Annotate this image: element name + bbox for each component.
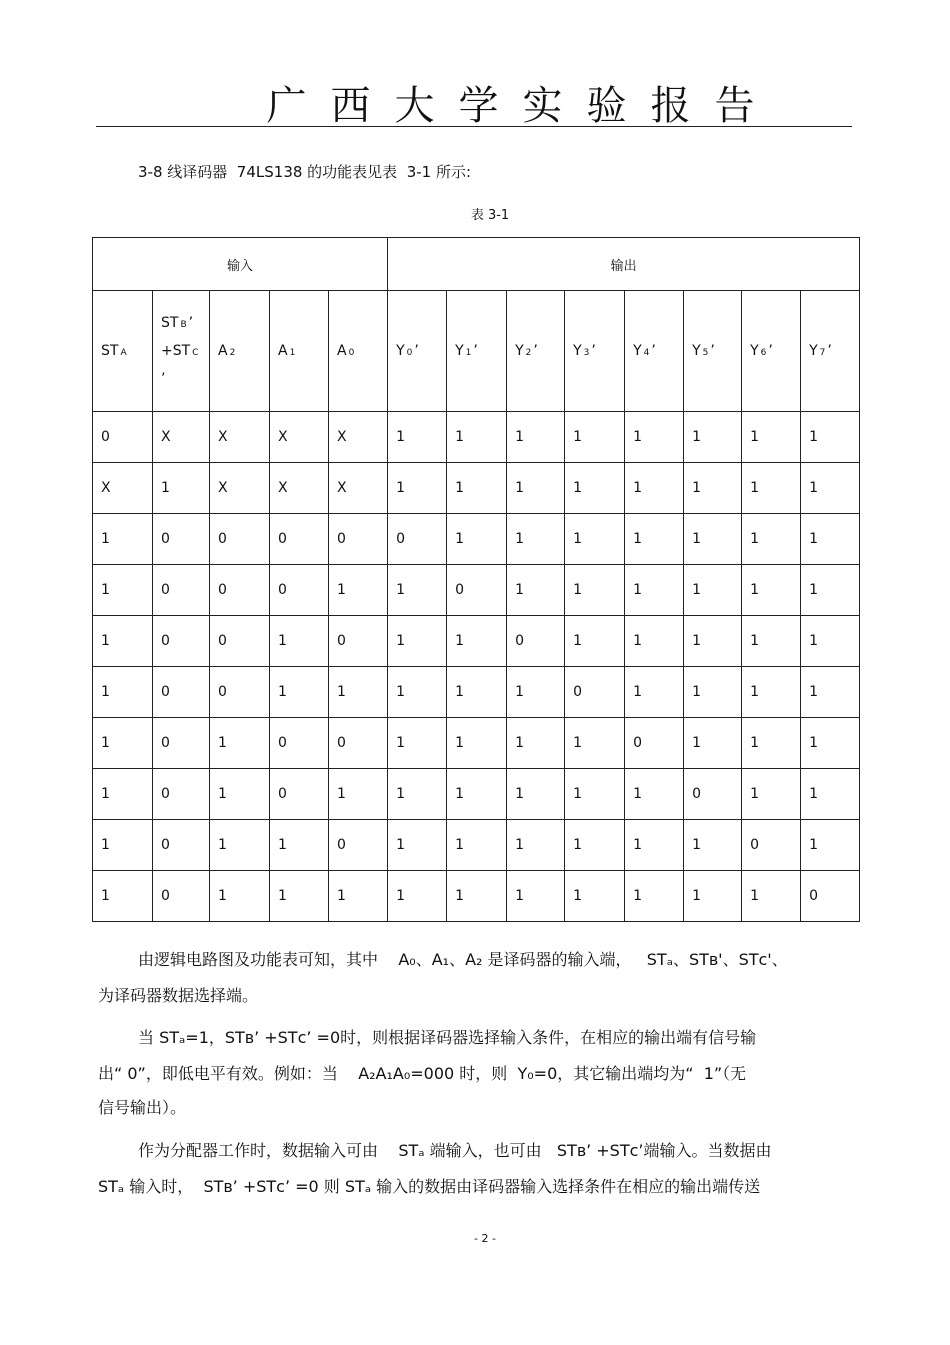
table-cell: 1 [801, 514, 860, 565]
table-cell: 1 [93, 616, 153, 667]
table-row [93, 820, 860, 871]
table-cell: 1 [93, 769, 153, 820]
table-cell: X [210, 463, 270, 514]
table-cell: 1 [507, 769, 565, 820]
table-cell: 0 [153, 718, 210, 769]
table-cell: 0 [329, 718, 388, 769]
page-title: 广西大学实验报告 [266, 83, 779, 129]
column-header-row [93, 291, 860, 412]
table-cell: 1 [801, 718, 860, 769]
table-cell: 1 [93, 871, 153, 922]
table-cell: 1 [742, 718, 801, 769]
paragraph-2-line-1: 当 STₐ=1，STʙ’ +STᴄ’ =0时，则根据译码器选择输入条件，在相应的输出端有信号输 [138, 1028, 757, 1047]
table-cell: 0 [210, 616, 270, 667]
table-cell: 1 [742, 616, 801, 667]
table-cell: 0 [210, 514, 270, 565]
table-cell: 1 [625, 871, 684, 922]
table-cell: 1 [801, 412, 860, 463]
header-a0: A 0 [329, 291, 388, 412]
table-cell: X [329, 412, 388, 463]
table-cell: 1 [388, 565, 447, 616]
table-row [93, 463, 860, 514]
table-cell: 1 [447, 616, 507, 667]
table-cell: 1 [625, 769, 684, 820]
table-cell: 1 [93, 820, 153, 871]
paragraph-2-line-3: 信号输出）。 [98, 1098, 187, 1117]
table-cell: 1 [801, 463, 860, 514]
table-cell: 1 [153, 463, 210, 514]
table-cell: 1 [210, 769, 270, 820]
table-cell: 0 [684, 769, 742, 820]
header-st-a: ST A [93, 291, 153, 412]
table-cell: 1 [270, 616, 329, 667]
table-cell: 1 [684, 514, 742, 565]
table-cell: 1 [329, 565, 388, 616]
table-cell: 1 [742, 565, 801, 616]
table-cell: 1 [565, 871, 625, 922]
table-row [93, 769, 860, 820]
table-cell: 0 [388, 514, 447, 565]
table-cell: 1 [507, 820, 565, 871]
table-cell: 0 [153, 769, 210, 820]
table-cell: 1 [742, 667, 801, 718]
table-cell: 0 [93, 412, 153, 463]
table-cell: 1 [565, 820, 625, 871]
table-cell: 1 [801, 565, 860, 616]
intro-text: 3-8 线译码器 74LS138 的功能表见表 3-1 所示: [138, 163, 472, 181]
table-cell: 1 [447, 463, 507, 514]
table-cell: 1 [684, 820, 742, 871]
table-cell: 1 [684, 718, 742, 769]
table-cell: 0 [447, 565, 507, 616]
table-cell: 1 [507, 667, 565, 718]
table-cell: 1 [801, 616, 860, 667]
table-cell: 1 [507, 565, 565, 616]
table-row [93, 514, 860, 565]
table-cell: 1 [625, 820, 684, 871]
table-row [93, 412, 860, 463]
table-cell: 0 [153, 667, 210, 718]
page-number: - 2 - [474, 1232, 496, 1245]
table-cell: X [210, 412, 270, 463]
table-cell: 1 [93, 667, 153, 718]
table-cell: 1 [388, 718, 447, 769]
table-cell: 0 [742, 820, 801, 871]
table-cell: 1 [388, 820, 447, 871]
table-cell: 1 [329, 871, 388, 922]
table-cell: 1 [93, 514, 153, 565]
table-cell: 1 [684, 667, 742, 718]
table-cell: 0 [801, 871, 860, 922]
table-cell: 0 [329, 820, 388, 871]
table-cell: 0 [507, 616, 565, 667]
table-row [93, 667, 860, 718]
table-cell: X [270, 463, 329, 514]
table-cell: 0 [210, 565, 270, 616]
table-cell: 1 [447, 718, 507, 769]
table-cell: 1 [270, 667, 329, 718]
table-cell: 1 [507, 463, 565, 514]
table-cell: 1 [742, 463, 801, 514]
table-cell: 1 [801, 820, 860, 871]
table-cell: 1 [801, 769, 860, 820]
paragraph-2-line-2: 出“ 0”，即低电平有效。例如：当 A₂A₁A₀=000 时，则 Y₀=0，其它输出端均为“ 1”（无 [98, 1064, 747, 1083]
table-cell: 1 [684, 565, 742, 616]
table-cell: 1 [210, 718, 270, 769]
table-cell: 1 [742, 871, 801, 922]
header-rule [96, 126, 852, 127]
table-cell: X [270, 412, 329, 463]
table-cell: 1 [565, 565, 625, 616]
table-cell: 1 [684, 871, 742, 922]
table-cell: 0 [153, 871, 210, 922]
table-row [93, 718, 860, 769]
header-a1: A 1 [270, 291, 329, 412]
table-cell: 1 [625, 565, 684, 616]
table-cell: 1 [565, 616, 625, 667]
table-row [93, 871, 860, 922]
table-cell: 1 [565, 769, 625, 820]
table-cell: 1 [388, 871, 447, 922]
table-cell: 1 [625, 463, 684, 514]
input-group-header: 输入 [93, 238, 388, 291]
table-cell: X [93, 463, 153, 514]
table-cell: 1 [684, 412, 742, 463]
table-cell: 0 [565, 667, 625, 718]
table-cell: 1 [93, 718, 153, 769]
table-cell: 1 [507, 871, 565, 922]
truth-table [92, 237, 860, 922]
table-cell: X [153, 412, 210, 463]
table-cell: 1 [388, 412, 447, 463]
header-a2: A 2 [210, 291, 270, 412]
table-cell: 1 [447, 769, 507, 820]
header-y5: Y 5 ’ [684, 291, 742, 412]
table-cell: 1 [388, 769, 447, 820]
table-cell: 1 [447, 667, 507, 718]
table-cell: 1 [625, 514, 684, 565]
table-cell: 1 [388, 616, 447, 667]
table-cell: 0 [625, 718, 684, 769]
table-cell: 1 [210, 820, 270, 871]
paragraph-1-line-2: 为译码器数据选择端。 [98, 986, 259, 1005]
table-cell: 1 [329, 667, 388, 718]
paragraph-1-line-1: 由逻辑电路图及功能表可知，其中 A₀、A₁、A₂ 是译码器的输入端， STₐ、STʙ'、STᴄ'、 [138, 950, 788, 969]
table-cell: 1 [388, 667, 447, 718]
table-cell: 1 [565, 412, 625, 463]
table-cell: 1 [93, 565, 153, 616]
table-cell: 0 [270, 514, 329, 565]
paragraph-3-line-2: STₐ 输入时， STʙ’ +STᴄ’ =0 则 STₐ 输入的数据由译码器输入选择条件在相应的输出端传送 [98, 1177, 761, 1196]
header-y1: Y 1 ’ [447, 291, 507, 412]
header-y3: Y 3 ’ [565, 291, 625, 412]
table-row [93, 616, 860, 667]
header-y2: Y 2 ’ [507, 291, 565, 412]
table-cell: 1 [447, 871, 507, 922]
table-cell: X [329, 463, 388, 514]
table-cell: 0 [153, 565, 210, 616]
table-cell: 1 [447, 820, 507, 871]
table-cell: 1 [507, 412, 565, 463]
table-cell: 1 [742, 412, 801, 463]
table-cell: 1 [801, 667, 860, 718]
table-caption: 表 3-1 [470, 208, 510, 223]
table-cell: 1 [565, 718, 625, 769]
truth-table-body [93, 412, 860, 922]
table-cell: 1 [329, 769, 388, 820]
table-cell: 0 [153, 820, 210, 871]
table-cell: 1 [742, 514, 801, 565]
table-cell: 1 [270, 820, 329, 871]
table-cell: 0 [153, 616, 210, 667]
table-cell: 1 [507, 718, 565, 769]
table-cell: 1 [684, 616, 742, 667]
header-y7: Y 7 ’ [801, 291, 860, 412]
table-row [93, 565, 860, 616]
table-cell: 0 [270, 565, 329, 616]
header-st-bc: ST B ’ +ST C ’ [153, 291, 210, 412]
table-cell: 0 [329, 514, 388, 565]
table-cell: 0 [153, 514, 210, 565]
table-cell: 0 [270, 769, 329, 820]
output-group-header: 输出 [388, 238, 860, 291]
table-cell: 0 [329, 616, 388, 667]
table-cell: 1 [625, 412, 684, 463]
header-y6: Y 6 ’ [742, 291, 801, 412]
table-cell: 1 [447, 412, 507, 463]
table-cell: 1 [565, 514, 625, 565]
table-cell: 1 [565, 463, 625, 514]
table-cell: 1 [507, 514, 565, 565]
table-cell: 1 [447, 514, 507, 565]
table-cell: 1 [388, 463, 447, 514]
table-cell: 1 [625, 667, 684, 718]
header-y4: Y 4 ’ [625, 291, 684, 412]
table-cell: 1 [270, 871, 329, 922]
table-cell: 1 [625, 616, 684, 667]
table-cell: 1 [210, 871, 270, 922]
header-y0: Y 0 ’ [388, 291, 447, 412]
table-cell: 0 [210, 667, 270, 718]
group-header-row [93, 238, 860, 291]
table-cell: 1 [684, 463, 742, 514]
table-cell: 0 [270, 718, 329, 769]
table-cell: 1 [742, 769, 801, 820]
paragraph-3-line-1: 作为分配器工作时，数据输入可由 STₐ 端输入，也可由 STʙ’ +STᴄ’端输入。当数据由 [138, 1141, 772, 1160]
